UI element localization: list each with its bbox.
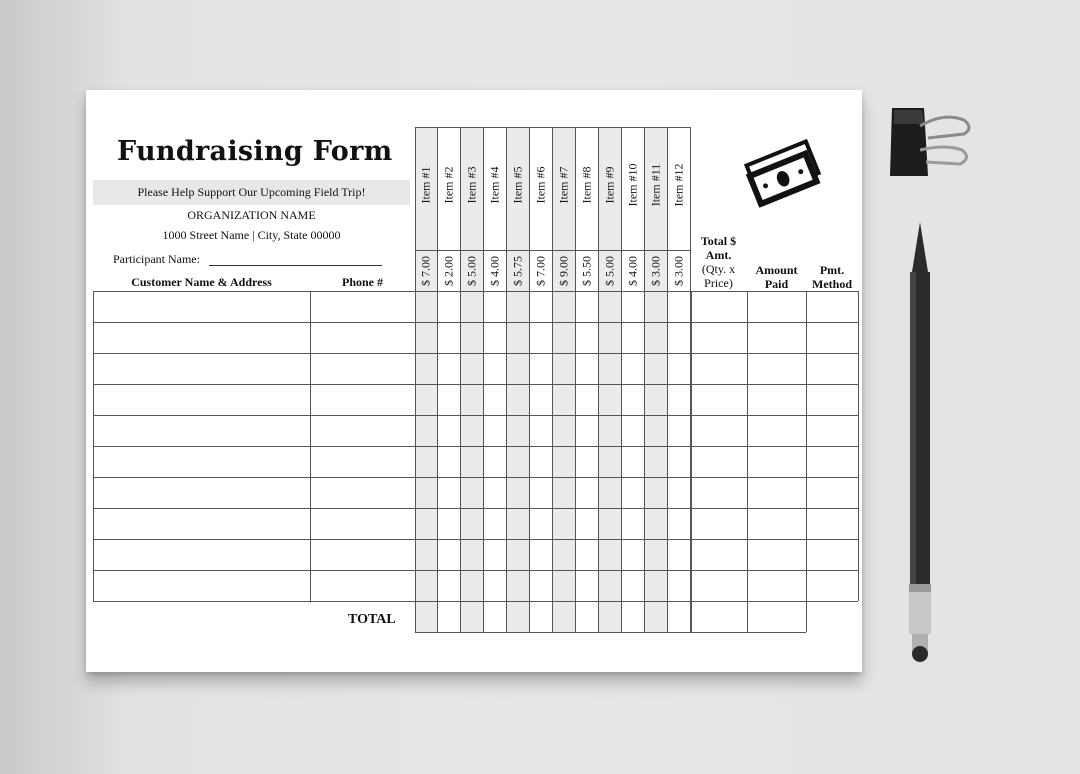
table-row[interactable] bbox=[94, 385, 858, 415]
table-row[interactable] bbox=[94, 416, 858, 446]
pmt-method-header-line2: Method bbox=[812, 277, 852, 291]
item-price: $ 5.50 bbox=[579, 256, 594, 286]
item-label: Item #1 bbox=[418, 166, 433, 204]
amount-paid-header-line2: Paid bbox=[764, 277, 789, 291]
pmt-method-header-line1: Pmt. bbox=[819, 263, 845, 277]
item-price: $ 5.00 bbox=[602, 256, 617, 286]
fundraising-form-sheet bbox=[86, 90, 862, 672]
item-header-top-line bbox=[415, 127, 691, 128]
item-label: Item #11 bbox=[648, 163, 663, 207]
total-amt-header-line1: Total $ bbox=[700, 234, 737, 248]
item-price: $ 3.00 bbox=[671, 256, 686, 286]
item-label: Item #5 bbox=[510, 166, 525, 204]
item-price: $ 4.00 bbox=[487, 256, 502, 286]
item-price: $ 5.75 bbox=[510, 256, 525, 286]
table-row[interactable] bbox=[94, 292, 858, 322]
table-row[interactable] bbox=[94, 447, 858, 477]
total-row-bottom-line bbox=[415, 632, 806, 633]
table-right-border bbox=[858, 291, 859, 601]
customer-header: Customer Name & Address bbox=[131, 275, 272, 289]
phone-header: Phone # bbox=[341, 275, 383, 289]
amount-paid-header-line1: Amount bbox=[755, 263, 798, 277]
table-row[interactable] bbox=[94, 478, 858, 508]
item-label: Item #9 bbox=[602, 166, 617, 204]
item-label: Item #12 bbox=[671, 163, 686, 207]
table-row[interactable] bbox=[94, 540, 858, 570]
item-label: Item #6 bbox=[533, 166, 548, 204]
item-price: $ 4.00 bbox=[625, 256, 640, 286]
table-row-line bbox=[93, 601, 858, 602]
form-title: Fundraising Form bbox=[117, 136, 393, 167]
table-row[interactable] bbox=[94, 323, 858, 353]
total-amt-header-line4: Price) bbox=[704, 276, 733, 290]
item-label: Item #2 bbox=[441, 166, 456, 204]
participant-name-field[interactable] bbox=[209, 265, 382, 266]
money-bills-icon bbox=[742, 138, 828, 210]
form-banner: Please Help Support Our Upcoming Field Trip! bbox=[93, 180, 410, 205]
item-label: Item #3 bbox=[464, 166, 479, 204]
item-price: $ 2.00 bbox=[441, 256, 456, 286]
total-amt-header-line3: (Qty. x bbox=[701, 262, 736, 276]
total-amt-header-line2: Amt. bbox=[705, 248, 732, 262]
table-row[interactable] bbox=[94, 571, 858, 601]
item-price: $ 9.00 bbox=[556, 256, 571, 286]
pencil-icon bbox=[902, 222, 938, 664]
table-row[interactable] bbox=[94, 354, 858, 384]
organization-name: ORGANIZATION NAME bbox=[187, 208, 316, 222]
item-label: Item #7 bbox=[556, 166, 571, 204]
item-label: Item #8 bbox=[579, 166, 594, 204]
organization-address: 1000 Street Name | City, State 00000 bbox=[162, 228, 341, 242]
total-label: TOTAL bbox=[348, 612, 396, 627]
participant-label: Participant Name: bbox=[113, 252, 200, 266]
total-amt-header bbox=[690, 234, 747, 290]
item-price: $ 3.00 bbox=[648, 256, 663, 286]
item-price: $ 7.00 bbox=[418, 256, 433, 286]
item-price-divider bbox=[415, 250, 691, 251]
item-price: $ 7.00 bbox=[533, 256, 548, 286]
amount-paid-header bbox=[747, 263, 806, 291]
table-row[interactable] bbox=[94, 509, 858, 539]
item-label: Item #4 bbox=[487, 166, 502, 204]
item-label: Item #10 bbox=[625, 163, 640, 207]
binder-clip-icon bbox=[884, 104, 976, 184]
pmt-method-header bbox=[806, 263, 858, 291]
item-price: $ 5.00 bbox=[464, 256, 479, 286]
